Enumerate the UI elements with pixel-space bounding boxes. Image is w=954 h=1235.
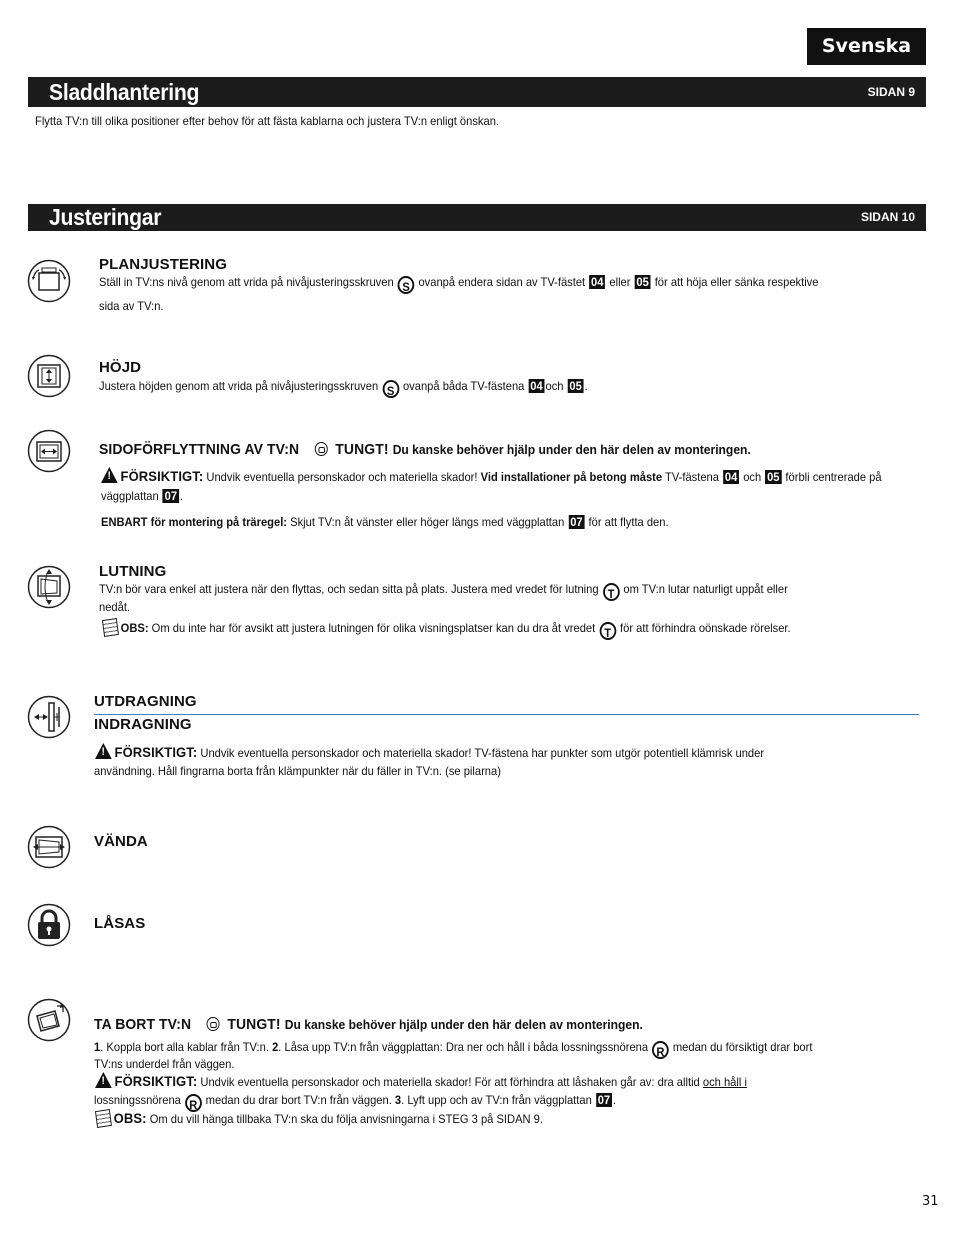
tilt-note: OBS: Om du inte har för avsikt att justera lutningen för olika visningsplatser kan du dra åt vredet T för att förhindra oönskade rörelser. bbox=[103, 619, 791, 640]
remove-tv-icon bbox=[27, 998, 71, 1042]
shift-heading-row bbox=[99, 441, 751, 459]
extension-icon bbox=[27, 695, 71, 739]
shift-heading: SIDOFÖRFLYTTNING AV TV:N bbox=[99, 441, 300, 458]
retract-heading: INDRAGNING bbox=[94, 716, 192, 733]
heavy-warning-icon bbox=[207, 1017, 220, 1031]
callout-r: R bbox=[652, 1041, 669, 1059]
extend-heading: UTDRAGNING bbox=[94, 693, 197, 710]
language-tab: Svenska bbox=[807, 28, 926, 65]
section-bar-cable-management bbox=[28, 77, 926, 107]
section-title: Sladdhantering bbox=[49, 79, 200, 105]
heavy-label: TUNGT! bbox=[227, 1016, 281, 1033]
shift-wood-stud-note: ENBART för montering på träregel: Skjut TV:n åt vänster eller höger längs med väggplattan 07 för att flytta den. bbox=[101, 515, 669, 529]
tilt-text-line2: nedåt. bbox=[99, 600, 131, 614]
note-icon bbox=[102, 618, 119, 637]
level-heading: PLANJUSTERING bbox=[99, 256, 227, 273]
warning-triangle-icon bbox=[101, 467, 118, 483]
shift-caution-line2: väggplattan 07 . bbox=[101, 489, 183, 503]
lock-icon bbox=[27, 903, 71, 947]
level-text-line2: sida av TV:n. bbox=[99, 299, 164, 313]
section-bar-adjustments bbox=[28, 204, 926, 231]
heavy-label: TUNGT! bbox=[335, 441, 389, 458]
level-adjust-icon bbox=[27, 259, 71, 303]
swivel-heading: VÄNDA bbox=[94, 833, 148, 850]
callout-t: T bbox=[603, 583, 620, 601]
shift-caution-line1: !FÖRSIKTIGT: Undvik eventuella personskador och materiella skador! Vid installationer på betong måste TV-fästena 04 och 05 förbli centrerade på bbox=[101, 467, 882, 486]
height-heading: HÖJD bbox=[99, 359, 142, 376]
tilt-text-line1: TV:n bör vara enkel att justera när den flyttas, och sedan sitta på plats. Justera med vredet för lutning T om TV:n lutar naturligt uppåt eller bbox=[99, 582, 788, 601]
remove-caution-line2: lossningssnörena R medan du drar bort TV:n från väggen. 3. Lyft upp och av TV:n från väggplattan 07 . bbox=[94, 1093, 617, 1112]
remove-caution-line1: !FÖRSIKTIGT: Undvik eventuella personskador och materiella skador! För att förhindra att låshaken går av: dra alltid och håll i bbox=[95, 1072, 747, 1091]
callout-r: R bbox=[185, 1094, 202, 1112]
remove-heading: TA BORT TV:N bbox=[94, 1016, 192, 1033]
section-page-ref: SIDAN 10 bbox=[860, 210, 915, 224]
height-text: Justera höjden genom att vrida på nivåjusteringsskruven S ovanpå båda TV-fästena 04 och 05 . bbox=[99, 379, 588, 398]
section-title: Justeringar bbox=[49, 204, 162, 230]
warning-triangle-icon bbox=[95, 1072, 112, 1088]
page-number: 31 bbox=[922, 1194, 939, 1209]
level-text-line1: Ställ in TV:ns nivå genom att vrida på nivåjusteringsskruven S ovanpå endera sidan av TV-fästet 04 eller 05 för att höja eller sänka respektive bbox=[99, 275, 819, 294]
heavy-text: Du kanske behöver hjälp under den här delen av monteringen. bbox=[284, 1017, 643, 1032]
remove-step1-2: 1. Koppla bort alla kablar från TV:n. 2. Låsa upp TV:n från väggplattan: Dra ner och håll i båda lossningssnörena R medan du försiktigt drar bort bbox=[94, 1040, 813, 1059]
lateral-shift-icon bbox=[27, 429, 71, 473]
height-adjust-icon bbox=[27, 354, 71, 398]
warning-triangle-icon bbox=[95, 743, 112, 759]
heavy-warning-icon bbox=[314, 442, 327, 456]
section-page-ref: SIDAN 9 bbox=[867, 85, 915, 99]
section-rule bbox=[94, 714, 919, 715]
callout-s: S bbox=[398, 276, 415, 294]
tilt-icon bbox=[27, 565, 71, 609]
lock-heading: LÅSAS bbox=[94, 915, 146, 932]
remove-note: OBS: Om du vill hänga tillbaka TV:n ska du följa anvisningarna i STEG 3 på SIDAN 9. bbox=[96, 1109, 543, 1128]
swivel-icon bbox=[27, 825, 71, 869]
remove-step2-cont: TV:ns underdel från väggen. bbox=[94, 1057, 235, 1071]
extend-caution-line1: !FÖRSIKTIGT: Undvik eventuella personskador och materiella skador! TV-fästena har punkter som utgör potentiell klämrisk under bbox=[95, 743, 764, 762]
tilt-heading: LUTNING bbox=[99, 563, 167, 580]
heavy-text: Du kanske behöver hjälp under den här delen av monteringen. bbox=[392, 442, 751, 457]
callout-s: S bbox=[382, 380, 399, 398]
extend-caution-line2: användning. Håll fingrarna borta från klämpunkter när du fäller in TV:n. (se pilarna) bbox=[94, 764, 501, 778]
cable-text: Flytta TV:n till olika positioner efter behov för att fästa kablarna och justera TV:n enligt önskan. bbox=[35, 114, 500, 128]
callout-t: T bbox=[599, 622, 616, 640]
remove-heading-row bbox=[94, 1016, 643, 1034]
note-icon bbox=[95, 1109, 112, 1128]
